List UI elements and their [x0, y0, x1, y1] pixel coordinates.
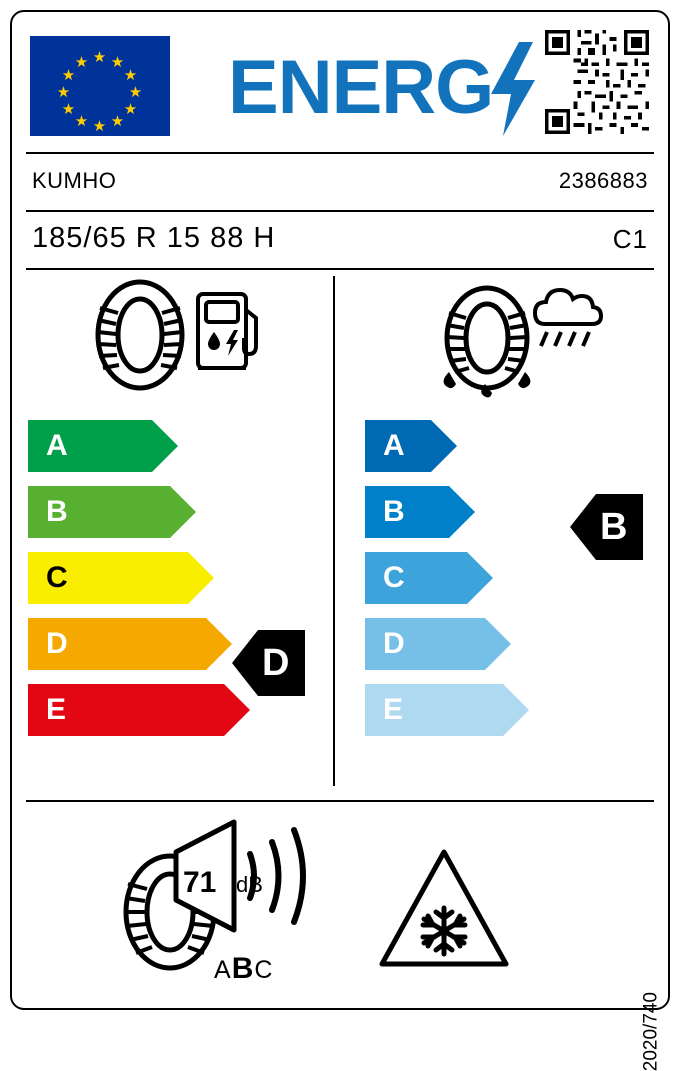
grade-letter: B	[383, 495, 405, 528]
fuel-grade-A	[28, 420, 178, 472]
grade-letter: C	[46, 561, 68, 594]
type-identifier: 2386883	[558, 168, 648, 193]
fuel-rating-letter: D	[262, 641, 290, 684]
grade-letter: E	[46, 693, 67, 726]
qr-code-icon	[545, 30, 649, 134]
grade-letter: D	[46, 627, 68, 660]
noise-class-c: C	[254, 956, 274, 984]
noise-class-a: A	[214, 956, 232, 984]
noise-class-b: B	[231, 952, 255, 985]
divider-third	[26, 268, 654, 270]
vertical-divider	[333, 276, 335, 786]
fuel-rating-marker	[232, 630, 305, 696]
fuel-grade-D	[28, 618, 232, 670]
grade-letter: B	[46, 495, 68, 528]
tyre-rain-cloud-icon	[425, 280, 605, 390]
wet-grade-D	[365, 618, 511, 670]
noise-unit: dB	[236, 872, 263, 897]
supplier-name: KUMHO	[32, 168, 117, 193]
grade-letter: A	[46, 429, 68, 462]
wet-grade-C	[365, 552, 493, 604]
fuel-grade-E	[28, 684, 250, 736]
page-title: ENERG	[228, 45, 494, 130]
divider-second	[26, 210, 654, 212]
tyre-size-designation: 185/65 R 15 88 H	[32, 222, 276, 254]
grade-letter: E	[383, 693, 404, 726]
noise-value: 71	[183, 866, 217, 899]
fuel-grade-C	[28, 552, 214, 604]
noise-class-scale	[214, 952, 273, 986]
grade-letter: D	[383, 627, 405, 660]
wet-grade-B	[365, 486, 475, 538]
fuel-grade-B	[28, 486, 196, 538]
mountain-snowflake-icon	[378, 846, 510, 972]
grade-letter: A	[383, 429, 405, 462]
divider-bottom	[26, 800, 654, 802]
divider-top	[26, 152, 654, 154]
wet-rating-marker	[570, 494, 643, 560]
wet-grade-E	[365, 684, 529, 736]
wet-rating-letter: B	[600, 505, 628, 548]
tyre-class: C1	[612, 224, 648, 254]
lightning-bolt-icon	[489, 42, 537, 136]
tyre-fuel-pump-icon	[88, 280, 263, 390]
grade-letter: C	[383, 561, 405, 594]
wet-grade-A	[365, 420, 457, 472]
label-date-code: 2020/740	[640, 992, 661, 1071]
eu-flag-icon: ★ ★ ★ ★ ★ ★ ★ ★ ★ ★ ★ ★	[30, 36, 170, 136]
